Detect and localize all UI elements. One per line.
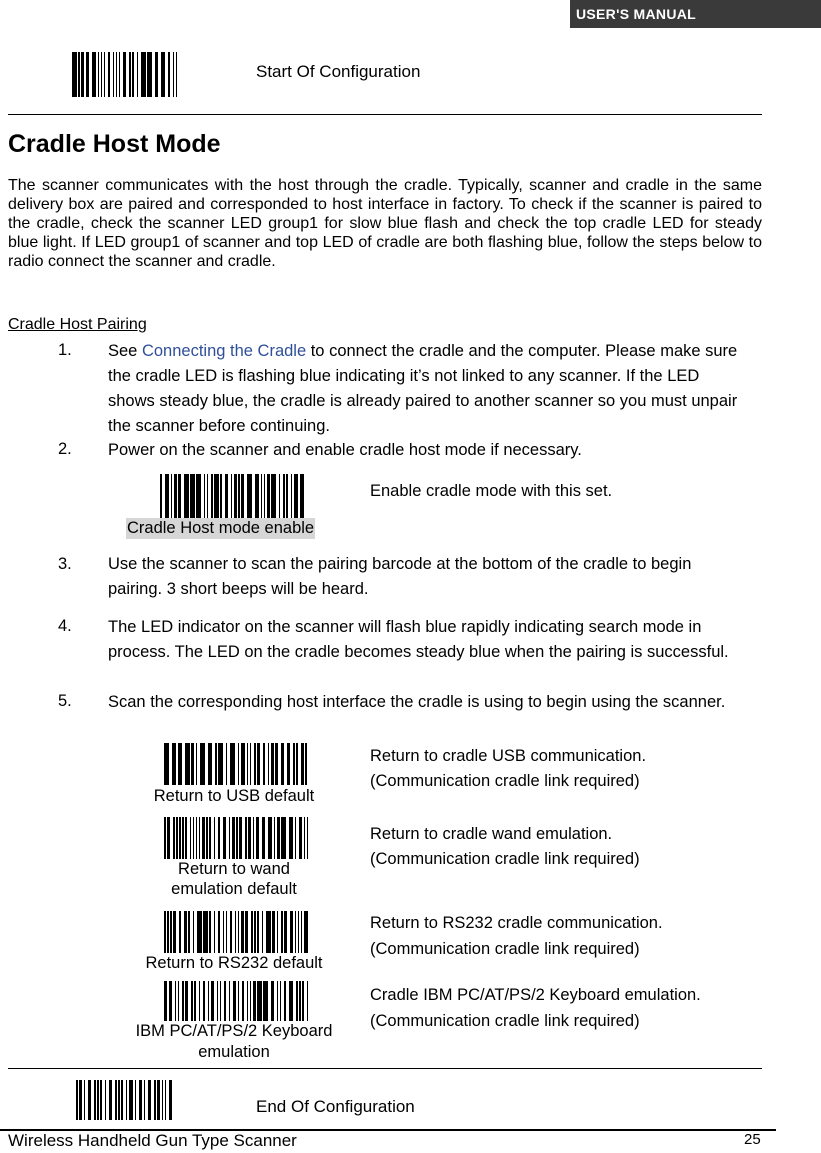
- wand-desc-line2: (Communication cradle link required): [370, 850, 640, 868]
- rs232-default-caption: Return to RS232 default: [145, 954, 323, 972]
- step-1-number: 1.: [58, 341, 72, 359]
- ibm-caption-line2: emulation: [198, 1043, 270, 1061]
- manual-header-tab: USER'S MANUAL: [570, 0, 821, 28]
- wand-caption-line1: Return to wand: [178, 860, 290, 878]
- step-3-number: 3.: [58, 555, 72, 573]
- start-config-label: Start Of Configuration: [256, 62, 421, 81]
- cradle-host-enable-barcode: [160, 474, 305, 518]
- step-1-body: to connect the cradle and the computer. Please make sure the cradle LED is flashing blue indicating it’s not linked to any scanner. If the LED shows steady blue, the cradle is already paired to another scanner so you must unpair the scanner before continuing.: [108, 342, 738, 435]
- step-1-text: [108, 339, 748, 439]
- barcode-bar: [307, 981, 309, 1021]
- start-config-barcode: [72, 52, 176, 97]
- usb-default-caption: Return to USB default: [153, 787, 315, 805]
- end-config-barcode: [76, 1080, 174, 1120]
- intro-paragraph: The scanner communicates with the host through the cradle. Typically, scanner and cradle in the same delivery box are paired and corresponded to host interface in factory. To check if the scanner is paired to the cradle, check the scanner LED group1 for slow blue flash and check the top cradle LED for steady blue light. If LED group1 of scanner and top LED of cradle are both flashing blue, follow the steps below to radio connect the scanner and cradle.: [8, 177, 762, 270]
- step-5-number: 5.: [58, 692, 72, 710]
- step-3-text: Use the scanner to scan the pairing barcode at the bottom of the cradle to begin pairing. 3 short beeps will be heard.: [108, 555, 692, 598]
- step-5-text: Scan the corresponding host interface the cradle is using to begin using the scanner.: [108, 693, 726, 711]
- ibm-desc-line1: Cradle IBM PC/AT/PS/2 Keyboard emulation.: [370, 986, 701, 1004]
- barcode-gap: [307, 743, 309, 785]
- step-2-text: Power on the scanner and enable cradle host mode if necessary.: [108, 441, 582, 459]
- ibm-keyboard-barcode: [164, 981, 308, 1021]
- usb-default-barcode: [164, 743, 308, 785]
- footer-title: Wireless Handheld Gun Type Scanner: [8, 1131, 297, 1150]
- ibm-caption-line1: IBM PC/AT/PS/2 Keyboard: [135, 1022, 333, 1040]
- step-2-number: 2.: [58, 440, 72, 458]
- wand-default-barcode: [164, 817, 308, 859]
- barcode-bar: [176, 52, 177, 97]
- step-4-text: The LED indicator on the scanner will flash blue rapidly indicating search mode in process. The LED on the cradle becomes steady blue when the pairing is successful.: [108, 618, 729, 661]
- bottom-divider: [8, 1068, 762, 1069]
- barcode-gap: [172, 1080, 174, 1120]
- cradle-host-enable-desc: Enable cradle mode with this set.: [370, 482, 613, 500]
- barcode-gap: [304, 474, 305, 518]
- usb-desc-line1: Return to cradle USB communication.: [370, 747, 647, 765]
- wand-caption-line2: emulation default: [171, 880, 297, 898]
- page-number: 25: [744, 1131, 761, 1148]
- usb-desc-line2: (Communication cradle link required): [370, 772, 640, 790]
- section-title: Cradle Host Mode: [8, 130, 221, 158]
- rs232-desc-line1: Return to RS232 cradle communication.: [370, 914, 663, 932]
- top-divider: [8, 114, 762, 115]
- barcode-bar: [307, 817, 309, 859]
- step-4-number: 4.: [58, 617, 72, 635]
- barcode-bar: [304, 911, 309, 953]
- end-config-label: End Of Configuration: [256, 1097, 415, 1116]
- subheading-cradle-host-pairing: Cradle Host Pairing: [8, 316, 147, 333]
- wand-desc-line1: Return to cradle wand emulation.: [370, 825, 613, 843]
- connecting-the-cradle-link[interactable]: Connecting the Cradle: [141, 342, 307, 360]
- step-1-prefix: See: [108, 342, 142, 360]
- cradle-host-enable-caption: Cradle Host mode enable: [127, 519, 315, 537]
- ibm-desc-line2: (Communication cradle link required): [370, 1012, 640, 1030]
- rs232-desc-line2: (Communication cradle link required): [370, 940, 640, 958]
- rs232-default-barcode: [164, 911, 308, 953]
